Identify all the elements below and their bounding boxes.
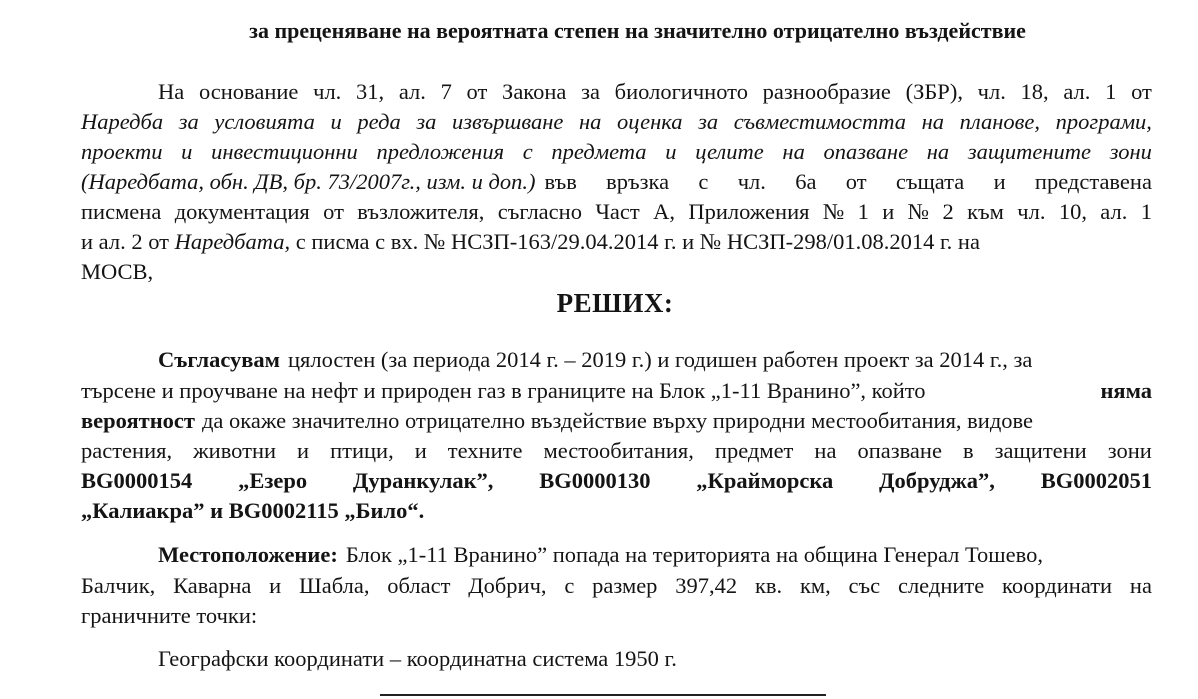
no-probability-keyword: няма xyxy=(1100,378,1152,403)
agree-line-3 xyxy=(81,407,1152,435)
word: за xyxy=(178,109,199,134)
word: BG0000130 xyxy=(539,468,651,493)
coordinates-heading: Географски координати – координатна система 1950 г. xyxy=(158,646,677,671)
word: писмена xyxy=(81,199,162,224)
basis-line-4 xyxy=(81,168,1152,196)
word: зони xyxy=(1107,438,1152,463)
word: Приложения xyxy=(688,199,810,224)
word: 1 xyxy=(1140,199,1152,224)
protected-zones-line xyxy=(81,467,1152,495)
word: програми, xyxy=(1055,109,1152,134)
word: размер xyxy=(592,573,658,598)
word: реда xyxy=(357,109,401,134)
protected-zones-line-2: „Калиакра” и BG0002115 „Било“. xyxy=(81,498,425,523)
word: 10, xyxy=(1058,199,1087,224)
word: А, xyxy=(653,199,675,224)
word: ал. xyxy=(1100,199,1128,224)
word: на xyxy=(579,109,602,134)
word: с xyxy=(564,573,575,598)
word: 31, xyxy=(356,79,385,104)
word: от xyxy=(845,169,867,194)
word: и xyxy=(181,139,193,164)
word: предмета xyxy=(551,139,647,164)
word: Шабла, xyxy=(299,573,370,598)
word: област xyxy=(387,573,451,598)
word: с xyxy=(522,139,533,164)
word: същата xyxy=(895,169,965,194)
word: км, xyxy=(799,573,831,598)
word: защитените xyxy=(967,139,1092,164)
word: чл. xyxy=(737,169,766,194)
agree-keyword: Съгласувам xyxy=(158,347,280,372)
word: 1 xyxy=(1105,79,1117,104)
word: на xyxy=(782,139,805,164)
table-top-rule xyxy=(380,694,826,696)
word: растения, xyxy=(81,438,173,463)
word: и xyxy=(330,109,342,134)
word: опазване xyxy=(857,438,942,463)
agree-line-3-rest: да окаже значително отрицателно въздействие върху природни местообитания, видове xyxy=(201,408,1034,433)
word: следните xyxy=(897,573,985,598)
word: координати xyxy=(1002,573,1113,598)
word: животни xyxy=(193,438,277,463)
agree-line-1 xyxy=(158,346,1152,374)
word: основание xyxy=(198,79,299,104)
agree-line-2 xyxy=(81,377,1152,405)
word: в xyxy=(962,438,974,463)
word: съгласно xyxy=(497,199,582,224)
word: 7 xyxy=(440,79,452,104)
word: със xyxy=(848,573,881,598)
word: зони xyxy=(1109,139,1152,164)
word: опазване xyxy=(823,139,909,164)
word: условията xyxy=(214,109,315,134)
document-heading: за преценяване на вероятната степен на значително отрицателно въздействие xyxy=(249,18,1026,43)
word: „Езеро xyxy=(238,468,308,493)
word: и xyxy=(665,139,677,164)
basis-line-5 xyxy=(81,198,1152,226)
word: № xyxy=(907,199,930,224)
location-line-1-rest: Блок „1-11 Вранино” попада на територията на община Генерал Тошево, xyxy=(345,542,1043,567)
decision-title: РЕШИХ: xyxy=(556,288,674,318)
word: за xyxy=(698,109,719,134)
word: съвместимостта xyxy=(733,109,907,134)
word: 397,42 xyxy=(675,573,738,598)
word: (ЗБР), xyxy=(905,79,963,104)
word: и xyxy=(993,169,1006,194)
word: за xyxy=(581,79,600,104)
location-line-3: граничните точки: xyxy=(81,603,258,628)
basis-line-1 xyxy=(158,78,1152,106)
word: предложения xyxy=(376,139,505,164)
word: извършване xyxy=(451,109,564,134)
word: от xyxy=(1131,79,1152,104)
word: предмет xyxy=(714,438,794,463)
word: чл. xyxy=(313,79,342,104)
basis-line-6-a: и ал. 2 от xyxy=(81,229,169,254)
word: разнообразие xyxy=(762,79,891,104)
regulation-reference: (Наредбата, обн. ДВ, бр. 73/2007г., изм. и доп.) xyxy=(81,169,536,194)
word: BG0000154 xyxy=(81,468,193,493)
word: връзка xyxy=(606,169,670,194)
word: 18, xyxy=(1020,79,1049,104)
word: BG0002051 xyxy=(1040,468,1152,493)
word: възложителя, xyxy=(357,199,485,224)
word: местообитания, xyxy=(543,438,694,463)
word: документация xyxy=(174,199,310,224)
regulation-short-name: Наредбата, xyxy=(174,229,291,254)
word: Добрич, xyxy=(468,573,547,598)
location-line-2 xyxy=(81,572,1152,600)
word: на xyxy=(926,139,950,164)
location-line-1 xyxy=(158,541,1152,569)
word: инвестиционни xyxy=(211,139,358,164)
basis-line-6 xyxy=(81,228,1152,256)
word: ал. xyxy=(1063,79,1091,104)
word: чл. xyxy=(1017,199,1046,224)
word: Каварна xyxy=(173,573,252,598)
basis-line-7: МОСВ, xyxy=(81,259,154,284)
word: на xyxy=(814,438,837,463)
word: ал. xyxy=(398,79,426,104)
word: от xyxy=(323,199,344,224)
word: птици, xyxy=(330,438,394,463)
word: Добруджа”, xyxy=(879,468,995,493)
probability-keyword: вероятност xyxy=(81,408,195,433)
word: № xyxy=(822,199,845,224)
word: проекти xyxy=(81,139,163,164)
word: защитени xyxy=(994,438,1087,463)
word: представена xyxy=(1034,169,1152,194)
word: 2 xyxy=(942,199,954,224)
word: техните xyxy=(447,438,523,463)
word: и xyxy=(414,438,427,463)
word: На xyxy=(158,79,185,104)
word: към xyxy=(967,199,1004,224)
word: за xyxy=(416,109,437,134)
word: кв. xyxy=(754,573,783,598)
agree-line-1-rest: цялостен (за периода 2014 г. – 2019 г.) и годишен работен проект за 2014 г., за xyxy=(287,347,1033,372)
word: оценка xyxy=(617,109,683,134)
word: Балчик, xyxy=(81,573,156,598)
word: от xyxy=(466,79,488,104)
word: „Крайморска xyxy=(696,468,834,493)
basis-line-6-c: с писма с вх. № НСЗП-163/29.04.2014 г. и № НСЗП-298/01.08.2014 г. на xyxy=(295,229,980,254)
basis-line-2 xyxy=(81,108,1152,136)
basis-line-3 xyxy=(81,138,1152,166)
word: с xyxy=(698,169,709,194)
word: във xyxy=(544,169,577,194)
word: целите xyxy=(695,139,764,164)
word: 1 xyxy=(857,199,869,224)
word: 6а xyxy=(795,169,817,194)
word: чл. xyxy=(977,79,1006,104)
word: и xyxy=(297,438,310,463)
word: Част xyxy=(595,199,640,224)
word: биологичното xyxy=(614,79,748,104)
word: и xyxy=(269,573,282,598)
word: на xyxy=(921,109,945,134)
agree-line-4 xyxy=(81,437,1152,465)
word: Дуранкулак”, xyxy=(352,468,494,493)
word: Наредба xyxy=(81,109,164,134)
word: и xyxy=(882,199,895,224)
word: планове, xyxy=(959,109,1041,134)
location-keyword: Местоположение: xyxy=(158,542,338,567)
agree-line-2-a: търсене и проучване на нефт и природен газ в границите на Блок „1-11 Вранино”, който xyxy=(81,378,926,403)
word: на xyxy=(1129,573,1152,598)
word: Закона xyxy=(502,79,567,104)
